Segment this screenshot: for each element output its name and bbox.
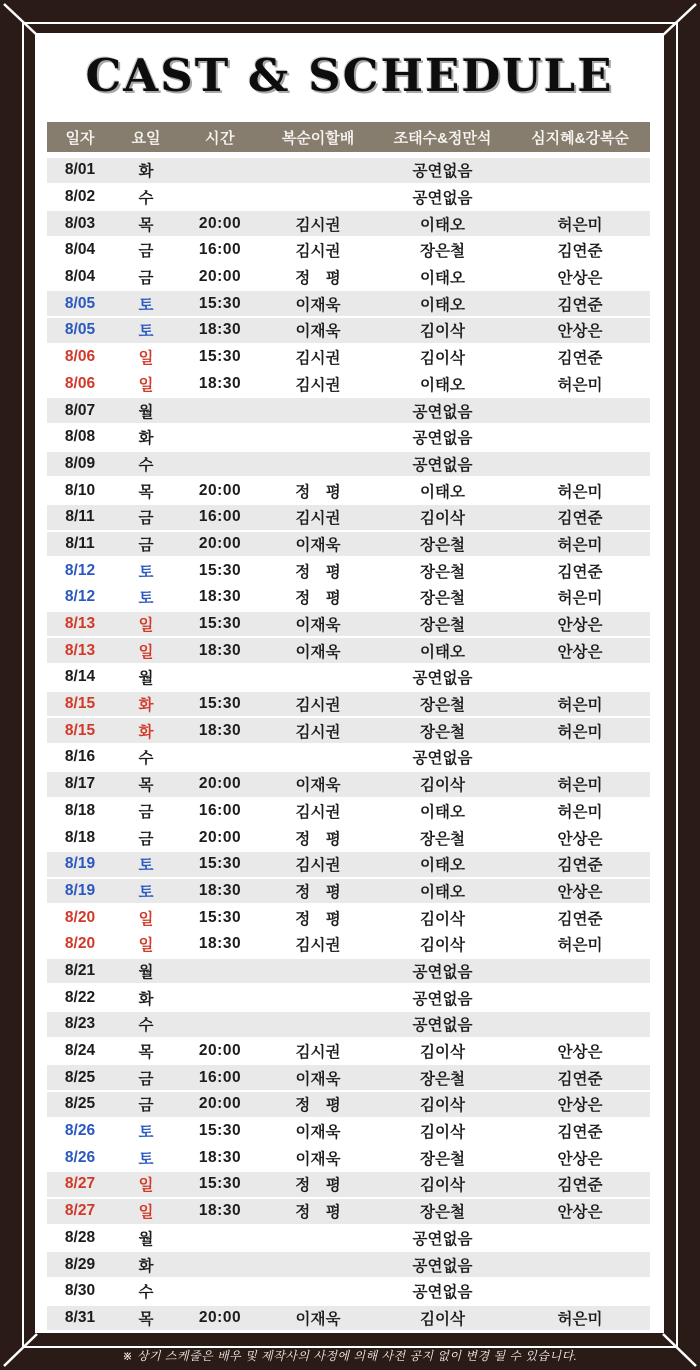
table-row bbox=[47, 372, 650, 397]
cell-cast-boksunihalbae: 정 평 bbox=[295, 830, 341, 848]
cell-cast-boksunihalbae: 김시권 bbox=[295, 723, 341, 741]
cell-cast-jotaesu-jeongmanseok: 김이삭 bbox=[420, 1097, 465, 1115]
table-row bbox=[47, 398, 650, 423]
table-row bbox=[47, 211, 650, 236]
cell-cast-boksunihalbae: 김시권 bbox=[295, 216, 341, 234]
cell-cast-simjihye-gangboksun: 김연준 bbox=[557, 1124, 603, 1142]
cell-cast-simjihye-gangboksun: 허은미 bbox=[557, 777, 603, 795]
cell-cast-boksunihalbae: 김시권 bbox=[295, 376, 341, 394]
cell-cast-jotaesu-jeongmanseok: 김이삭 bbox=[420, 937, 465, 955]
cell-day: 화 bbox=[138, 430, 154, 448]
table-row bbox=[47, 452, 650, 477]
cell-time: 15:30 bbox=[198, 615, 242, 633]
cell-date: 8/20 bbox=[64, 935, 96, 953]
table-row bbox=[47, 318, 650, 343]
cell-cast-jotaesu-jeongmanseok: 이태오 bbox=[420, 483, 465, 501]
cell-date: 8/25 bbox=[64, 1068, 96, 1086]
cell-time: 18:30 bbox=[198, 721, 242, 739]
cell-cast-simjihye-gangboksun: 허은미 bbox=[557, 697, 603, 715]
cell-date: 8/04 bbox=[64, 268, 96, 286]
cell-cast-simjihye-gangboksun: 허은미 bbox=[557, 937, 603, 955]
cell-cast-boksunihalbae: 김시권 bbox=[295, 1044, 341, 1062]
cell-day: 토 bbox=[138, 323, 154, 341]
cell-time: 16:00 bbox=[198, 1068, 242, 1086]
cell-cast-simjihye-gangboksun: 안상은 bbox=[557, 1097, 603, 1115]
cell-date: 8/13 bbox=[64, 615, 96, 633]
cell-day: 수 bbox=[138, 1284, 154, 1302]
cell-date: 8/12 bbox=[64, 588, 96, 606]
cell-cast-boksunihalbae: 정 평 bbox=[295, 883, 341, 901]
cell-date: 8/05 bbox=[64, 321, 96, 339]
cell-cast-simjihye-gangboksun: 김연준 bbox=[557, 857, 603, 875]
cell-time: 15:30 bbox=[198, 1122, 242, 1140]
cell-time: 18:30 bbox=[198, 1148, 242, 1166]
cell-day: 일 bbox=[138, 1204, 154, 1222]
cell-day: 토 bbox=[138, 296, 154, 314]
cell-day: 화 bbox=[138, 723, 154, 741]
cell-cast-simjihye-gangboksun: 허은미 bbox=[557, 723, 603, 741]
cell-time: 18:30 bbox=[198, 935, 242, 953]
table-row bbox=[47, 718, 650, 743]
cell-date: 8/12 bbox=[64, 561, 96, 579]
cell-cast-simjihye-gangboksun: 허은미 bbox=[557, 1310, 603, 1328]
table-row bbox=[47, 638, 650, 663]
table-row bbox=[47, 1199, 650, 1224]
table-header-row bbox=[47, 122, 650, 152]
cell-date: 8/16 bbox=[64, 748, 96, 766]
cell-time: 15:30 bbox=[198, 294, 242, 312]
cell-cast-jotaesu-jeongmanseok: 김이삭 bbox=[420, 777, 465, 795]
cell-cast-jotaesu-jeongmanseok: 김이삭 bbox=[420, 1177, 465, 1195]
cell-date: 8/19 bbox=[64, 855, 96, 873]
cell-time: 18:30 bbox=[198, 588, 242, 606]
cell-cast-boksunihalbae: 정 평 bbox=[295, 1204, 341, 1222]
cell-cast-simjihye-gangboksun: 김연준 bbox=[557, 296, 603, 314]
table-row bbox=[47, 772, 650, 797]
cell-cast-boksunihalbae: 이재욱 bbox=[295, 296, 341, 314]
cell-cast-jotaesu-jeongmanseok: 김이삭 bbox=[420, 510, 465, 528]
cell-date: 8/01 bbox=[64, 161, 96, 179]
cell-day: 월 bbox=[138, 670, 154, 688]
cell-day: 일 bbox=[138, 910, 154, 928]
cell-date: 8/18 bbox=[64, 801, 96, 819]
cell-cast-simjihye-gangboksun: 허은미 bbox=[557, 376, 603, 394]
table-row bbox=[47, 238, 650, 263]
table-row bbox=[47, 959, 650, 984]
cell-time: 20:00 bbox=[198, 268, 242, 286]
cell-cast-simjihye-gangboksun: 김연준 bbox=[557, 910, 603, 928]
cell-cast-jotaesu-jeongmanseok: 공연없음 bbox=[412, 670, 473, 688]
cell-time: 18:30 bbox=[198, 1202, 242, 1220]
cell-day: 일 bbox=[138, 643, 154, 661]
cell-cast-simjihye-gangboksun: 안상은 bbox=[557, 1204, 603, 1222]
cell-time: 15:30 bbox=[198, 695, 242, 713]
cell-day: 수 bbox=[138, 750, 154, 768]
cell-day: 일 bbox=[138, 1177, 154, 1195]
cell-cast-boksunihalbae: 이재욱 bbox=[295, 777, 341, 795]
cell-cast-simjihye-gangboksun: 허은미 bbox=[557, 483, 603, 501]
cell-cast-jotaesu-jeongmanseok: 장은철 bbox=[420, 723, 465, 741]
cell-cast-jotaesu-jeongmanseok: 장은철 bbox=[420, 243, 465, 261]
cell-date: 8/23 bbox=[64, 1015, 96, 1033]
table-row bbox=[47, 185, 650, 210]
cell-cast-simjihye-gangboksun: 김연준 bbox=[557, 510, 603, 528]
cell-day: 토 bbox=[138, 563, 154, 581]
cell-time: 20:00 bbox=[198, 775, 242, 793]
table-row bbox=[47, 1279, 650, 1304]
cell-cast-simjihye-gangboksun: 허은미 bbox=[557, 536, 603, 554]
cell-day: 일 bbox=[138, 617, 154, 635]
cell-day: 토 bbox=[138, 883, 154, 901]
table-row bbox=[47, 879, 650, 904]
cell-date: 8/24 bbox=[64, 1042, 96, 1060]
cell-day: 목 bbox=[138, 216, 154, 234]
cell-cast-simjihye-gangboksun: 안상은 bbox=[557, 1044, 603, 1062]
table-row bbox=[47, 905, 650, 930]
cell-cast-jotaesu-jeongmanseok: 공연없음 bbox=[412, 1284, 473, 1302]
cell-date: 8/07 bbox=[64, 401, 96, 419]
table-row bbox=[47, 1012, 650, 1037]
cell-date: 8/27 bbox=[64, 1202, 96, 1220]
cell-cast-jotaesu-jeongmanseok: 공연없음 bbox=[412, 1257, 473, 1275]
table-row bbox=[47, 799, 650, 824]
cell-cast-jotaesu-jeongmanseok: 장은철 bbox=[420, 590, 465, 608]
cell-date: 8/04 bbox=[64, 241, 96, 259]
cell-cast-boksunihalbae: 김시권 bbox=[295, 697, 341, 715]
footer-note: ※ 상기 스케줄은 배우 및 제작사의 사정에 의해 사전 공지 없이 변경 될 수 있습니다. bbox=[122, 1349, 578, 1363]
cell-cast-boksunihalbae: 이재욱 bbox=[295, 643, 341, 661]
cell-day: 금 bbox=[138, 270, 154, 288]
cell-cast-jotaesu-jeongmanseok: 공연없음 bbox=[412, 963, 473, 981]
cell-day: 목 bbox=[138, 777, 154, 795]
cell-day: 토 bbox=[138, 857, 154, 875]
cell-date: 8/27 bbox=[64, 1175, 96, 1193]
cell-cast-jotaesu-jeongmanseok: 장은철 bbox=[420, 617, 465, 635]
table-row bbox=[47, 585, 650, 610]
cell-cast-boksunihalbae: 정 평 bbox=[295, 590, 341, 608]
cell-cast-boksunihalbae: 이재욱 bbox=[295, 1310, 341, 1328]
cell-date: 8/15 bbox=[64, 695, 96, 713]
cell-day: 일 bbox=[138, 937, 154, 955]
table-row bbox=[47, 1092, 650, 1117]
cell-cast-boksunihalbae: 정 평 bbox=[295, 483, 341, 501]
table-row bbox=[47, 1039, 650, 1064]
cell-cast-simjihye-gangboksun: 안상은 bbox=[557, 830, 603, 848]
cell-cast-jotaesu-jeongmanseok: 김이삭 bbox=[420, 350, 465, 368]
cell-time: 16:00 bbox=[198, 241, 242, 259]
cell-cast-jotaesu-jeongmanseok: 장은철 bbox=[420, 536, 465, 554]
table-row bbox=[47, 932, 650, 957]
cell-time: 18:30 bbox=[198, 641, 242, 659]
cell-cast-boksunihalbae: 이재욱 bbox=[295, 1070, 341, 1088]
cell-date: 8/06 bbox=[64, 348, 96, 366]
cell-cast-jotaesu-jeongmanseok: 공연없음 bbox=[412, 163, 473, 181]
cell-day: 금 bbox=[138, 243, 154, 261]
cell-cast-jotaesu-jeongmanseok: 이태오 bbox=[420, 216, 465, 234]
cell-cast-boksunihalbae: 정 평 bbox=[295, 563, 341, 581]
cell-date: 8/30 bbox=[64, 1282, 96, 1300]
table-row bbox=[47, 478, 650, 503]
cell-date: 8/17 bbox=[64, 775, 96, 793]
cell-cast-jotaesu-jeongmanseok: 공연없음 bbox=[412, 1017, 473, 1035]
cell-cast-boksunihalbae: 이재욱 bbox=[295, 323, 341, 341]
cell-day: 금 bbox=[138, 803, 154, 821]
cell-cast-jotaesu-jeongmanseok: 장은철 bbox=[420, 830, 465, 848]
cell-cast-simjihye-gangboksun: 김연준 bbox=[557, 1177, 603, 1195]
cell-day: 월 bbox=[138, 963, 154, 981]
cell-cast-simjihye-gangboksun: 김연준 bbox=[557, 243, 603, 261]
cell-cast-simjihye-gangboksun: 김연준 bbox=[557, 563, 603, 581]
cell-date: 8/14 bbox=[64, 668, 96, 686]
cell-time: 20:00 bbox=[198, 534, 242, 552]
cell-cast-jotaesu-jeongmanseok: 장은철 bbox=[420, 1204, 465, 1222]
cell-cast-jotaesu-jeongmanseok: 이태오 bbox=[420, 296, 465, 314]
cell-cast-jotaesu-jeongmanseok: 공연없음 bbox=[412, 750, 473, 768]
cell-cast-boksunihalbae: 김시권 bbox=[295, 243, 341, 261]
cell-cast-jotaesu-jeongmanseok: 장은철 bbox=[420, 697, 465, 715]
cell-date: 8/08 bbox=[64, 428, 96, 446]
cell-date: 8/20 bbox=[64, 908, 96, 926]
cell-day: 수 bbox=[138, 1017, 154, 1035]
cell-day: 일 bbox=[138, 350, 154, 368]
cell-day: 토 bbox=[138, 1150, 154, 1168]
cell-cast-jotaesu-jeongmanseok: 이태오 bbox=[420, 376, 465, 394]
cell-day: 월 bbox=[138, 403, 154, 421]
cell-cast-boksunihalbae: 김시권 bbox=[295, 857, 341, 875]
cell-time: 18:30 bbox=[198, 374, 242, 392]
cell-day: 목 bbox=[138, 1310, 154, 1328]
table-row bbox=[47, 1065, 650, 1090]
header-day: 요일 bbox=[131, 129, 161, 147]
cell-date: 8/21 bbox=[64, 961, 96, 979]
cell-day: 화 bbox=[138, 697, 154, 715]
cell-cast-boksunihalbae: 정 평 bbox=[295, 910, 341, 928]
cell-date: 8/26 bbox=[64, 1122, 96, 1140]
cell-date: 8/11 bbox=[65, 508, 95, 526]
cell-date: 8/11 bbox=[65, 534, 95, 552]
cell-cast-simjihye-gangboksun: 안상은 bbox=[557, 643, 603, 661]
cell-day: 화 bbox=[138, 1257, 154, 1275]
cell-cast-jotaesu-jeongmanseok: 이태오 bbox=[420, 643, 465, 661]
cell-cast-jotaesu-jeongmanseok: 김이삭 bbox=[420, 323, 465, 341]
cell-date: 8/26 bbox=[64, 1148, 96, 1166]
cell-date: 8/22 bbox=[64, 988, 96, 1006]
cell-cast-jotaesu-jeongmanseok: 김이삭 bbox=[420, 910, 465, 928]
table-body bbox=[47, 158, 650, 1330]
cell-time: 20:00 bbox=[198, 828, 242, 846]
cell-day: 목 bbox=[138, 1044, 154, 1062]
page-title: CAST & SCHEDULE bbox=[85, 49, 614, 102]
cell-time: 15:30 bbox=[198, 561, 242, 579]
cell-time: 15:30 bbox=[198, 1175, 242, 1193]
cell-cast-simjihye-gangboksun: 김연준 bbox=[557, 350, 603, 368]
cell-cast-boksunihalbae: 김시권 bbox=[295, 510, 341, 528]
cell-cast-simjihye-gangboksun: 안상은 bbox=[557, 270, 603, 288]
cell-date: 8/02 bbox=[64, 188, 96, 206]
table-row bbox=[47, 852, 650, 877]
cell-time: 15:30 bbox=[198, 908, 242, 926]
table-row bbox=[47, 265, 650, 290]
cell-cast-jotaesu-jeongmanseok: 장은철 bbox=[420, 1070, 465, 1088]
cell-cast-boksunihalbae: 김시권 bbox=[295, 803, 341, 821]
table-row bbox=[47, 1306, 650, 1331]
table-row bbox=[47, 1172, 650, 1197]
cell-cast-boksunihalbae: 이재욱 bbox=[295, 1124, 341, 1142]
cell-cast-jotaesu-jeongmanseok: 김이삭 bbox=[420, 1124, 465, 1142]
cell-cast-jotaesu-jeongmanseok: 장은철 bbox=[420, 563, 465, 581]
cell-date: 8/13 bbox=[64, 641, 96, 659]
cell-date: 8/05 bbox=[64, 294, 96, 312]
cell-day: 금 bbox=[138, 1097, 154, 1115]
cell-date: 8/09 bbox=[64, 454, 96, 472]
header-date: 일자 bbox=[65, 129, 95, 147]
cell-day: 수 bbox=[138, 456, 154, 474]
cell-cast-boksunihalbae: 이재욱 bbox=[295, 617, 341, 635]
table-row bbox=[47, 558, 650, 583]
cell-time: 16:00 bbox=[198, 801, 242, 819]
poster-content bbox=[35, 33, 664, 1333]
cell-date: 8/15 bbox=[64, 721, 96, 739]
cell-cast-jotaesu-jeongmanseok: 장은철 bbox=[420, 1150, 465, 1168]
cell-day: 일 bbox=[138, 376, 154, 394]
cell-day: 금 bbox=[138, 830, 154, 848]
cell-date: 8/03 bbox=[64, 214, 96, 232]
cell-cast-boksunihalbae: 정 평 bbox=[295, 1177, 341, 1195]
table-row bbox=[47, 158, 650, 183]
cell-cast-jotaesu-jeongmanseok: 공연없음 bbox=[412, 430, 473, 448]
cell-day: 화 bbox=[138, 990, 154, 1008]
cell-cast-jotaesu-jeongmanseok: 이태오 bbox=[420, 883, 465, 901]
table-row bbox=[47, 291, 650, 316]
cell-time: 18:30 bbox=[198, 321, 242, 339]
cell-cast-jotaesu-jeongmanseok: 공연없음 bbox=[412, 1230, 473, 1248]
cell-time: 20:00 bbox=[198, 1308, 242, 1326]
cell-cast-jotaesu-jeongmanseok: 공연없음 bbox=[412, 456, 473, 474]
cell-cast-jotaesu-jeongmanseok: 공연없음 bbox=[412, 403, 473, 421]
table-row bbox=[47, 745, 650, 770]
cell-time: 20:00 bbox=[198, 1042, 242, 1060]
cell-cast-boksunihalbae: 정 평 bbox=[295, 1097, 341, 1115]
cell-cast-simjihye-gangboksun: 김연준 bbox=[557, 1070, 603, 1088]
cell-cast-jotaesu-jeongmanseok: 이태오 bbox=[420, 270, 465, 288]
cell-day: 수 bbox=[138, 190, 154, 208]
cell-cast-jotaesu-jeongmanseok: 김이삭 bbox=[420, 1044, 465, 1062]
cell-cast-jotaesu-jeongmanseok: 김이삭 bbox=[420, 1310, 465, 1328]
cell-date: 8/29 bbox=[64, 1255, 96, 1273]
cell-cast-simjihye-gangboksun: 허은미 bbox=[557, 216, 603, 234]
cell-day: 월 bbox=[138, 1230, 154, 1248]
cell-date: 8/06 bbox=[64, 374, 96, 392]
cell-cast-boksunihalbae: 이재욱 bbox=[295, 1150, 341, 1168]
cell-time: 15:30 bbox=[198, 348, 242, 366]
cell-cast-jotaesu-jeongmanseok: 이태오 bbox=[420, 857, 465, 875]
cell-date: 8/31 bbox=[64, 1308, 96, 1326]
table-row bbox=[47, 1226, 650, 1251]
cell-day: 금 bbox=[138, 510, 154, 528]
header-time: 시간 bbox=[205, 129, 235, 147]
cell-cast-simjihye-gangboksun: 안상은 bbox=[557, 1150, 603, 1168]
cell-cast-jotaesu-jeongmanseok: 공연없음 bbox=[412, 990, 473, 1008]
cell-time: 20:00 bbox=[198, 1095, 242, 1113]
schedule-table bbox=[47, 122, 650, 1330]
cell-cast-simjihye-gangboksun: 허은미 bbox=[557, 590, 603, 608]
table-row bbox=[47, 425, 650, 450]
cell-cast-boksunihalbae: 정 평 bbox=[295, 270, 341, 288]
cell-date: 8/25 bbox=[64, 1095, 96, 1113]
cell-date: 8/10 bbox=[64, 481, 96, 499]
header-role-simjihye-gangboksun: 심지혜&강복순 bbox=[531, 129, 629, 147]
table-row bbox=[47, 665, 650, 690]
cell-time: 15:30 bbox=[198, 855, 242, 873]
cell-cast-simjihye-gangboksun: 안상은 bbox=[557, 617, 603, 635]
table-row bbox=[47, 1252, 650, 1277]
table-row bbox=[47, 692, 650, 717]
table-row bbox=[47, 1145, 650, 1170]
cell-time: 16:00 bbox=[198, 508, 242, 526]
cell-cast-boksunihalbae: 김시권 bbox=[295, 350, 341, 368]
header-role-jotaesu-jeongmanseok: 조태수&정만석 bbox=[393, 129, 492, 147]
table-row bbox=[47, 505, 650, 530]
table-row bbox=[47, 825, 650, 850]
cell-day: 금 bbox=[138, 1070, 154, 1088]
cell-cast-jotaesu-jeongmanseok: 이태오 bbox=[420, 803, 465, 821]
cell-date: 8/18 bbox=[64, 828, 96, 846]
table-row bbox=[47, 1119, 650, 1144]
cell-cast-simjihye-gangboksun: 허은미 bbox=[557, 803, 603, 821]
cell-day: 토 bbox=[138, 590, 154, 608]
cell-cast-jotaesu-jeongmanseok: 공연없음 bbox=[412, 190, 473, 208]
cell-day: 목 bbox=[138, 483, 154, 501]
cell-date: 8/28 bbox=[64, 1228, 96, 1246]
cell-time: 18:30 bbox=[198, 881, 242, 899]
cell-cast-simjihye-gangboksun: 안상은 bbox=[557, 883, 603, 901]
cell-day: 화 bbox=[138, 163, 154, 181]
cell-cast-boksunihalbae: 김시권 bbox=[295, 937, 341, 955]
header-role-boksunihalbae: 복순이할배 bbox=[281, 129, 355, 147]
cell-date: 8/19 bbox=[64, 881, 96, 899]
cell-time: 20:00 bbox=[198, 214, 242, 232]
table-row bbox=[47, 612, 650, 637]
cell-time: 20:00 bbox=[198, 481, 242, 499]
cell-day: 토 bbox=[138, 1124, 154, 1142]
table-row bbox=[47, 985, 650, 1010]
cell-cast-boksunihalbae: 이재욱 bbox=[295, 536, 341, 554]
cell-day: 금 bbox=[138, 536, 154, 554]
table-row bbox=[47, 532, 650, 557]
cell-cast-simjihye-gangboksun: 안상은 bbox=[557, 323, 603, 341]
table-row bbox=[47, 345, 650, 370]
